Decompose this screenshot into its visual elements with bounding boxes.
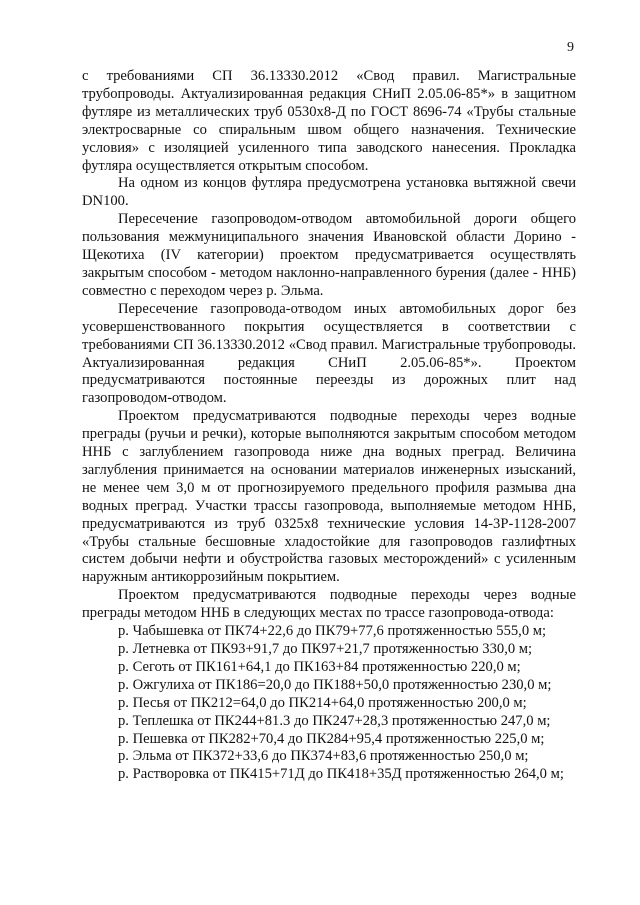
paragraph-4: Пересечение газопровода-отводом иных автомобильных дорог без усовершенствованного покрытия осуществляется в соответствии с требованиями СП 36.13330.2012 «Свод правил. Магистральные трубопроводы. Актуализированная редакция СНиП 2.05.06-85*». Проектом предусматриваются постоянные переезды из дорожных плит над газопроводом-отводом.	[82, 300, 576, 407]
list-item: р. Пешевка от ПК282+70,4 до ПК284+95,4 протяженностью 225,0 м;	[118, 730, 545, 747]
list-item: р. Растворовка от ПК415+71Д до ПК418+35Д протяженностью 264,0 м;	[118, 766, 564, 783]
list-item: р. Сеготь от ПК161+64,1 до ПК163+84 протяженностью 220,0 м;	[118, 658, 521, 675]
page-body	[82, 68, 576, 784]
list-item: р. Песья от ПК212=64,0 до ПК214+64,0 протяженностью 200,0 м;	[118, 694, 527, 711]
paragraph-2: На одном из концов футляра предусмотрена установка вытяжной свечи DN100.	[82, 175, 576, 210]
page-number: 9	[567, 40, 574, 55]
paragraph-3: Пересечение газопроводом-отводом автомобильной дороги общего пользования межмуниципального значения Ивановской области Дорино - Щекотиха (IV категории) проектом предусматривается осуществлять закрытым способом - методом наклонно-направленного бурения (далее - ННБ) совместно с переходом через р. Эльма.	[82, 211, 576, 299]
list-item: р. Летневка от ПК93+91,7 до ПК97+21,7 протяженностью 330,0 м;	[118, 641, 533, 657]
paragraph-6: Проектом предусматриваются подводные переходы через водные преграды методом ННБ в следующих местах по трассе газопровода-отвода:	[82, 587, 576, 622]
paragraph-1: с требованиями СП 36.13330.2012 «Свод правил. Магистральные трубопроводы. Актуализированная редакция СНиП 2.05.06-85*» в защитном футляре из металлических труб 0530х8-Д по ГОСТ 8696-74 «Трубы стальные электросварные со спиральным швом общего назначения. Технические условия» с изоляцией усиленного типа заводского нанесения. Прокладка футляра осуществляется открытым способом.	[82, 68, 576, 174]
list-item: р. Ожгулиха от ПК186=20,0 до ПК188+50,0 протяженностью 230,0 м;	[118, 676, 552, 693]
crossings-list	[82, 623, 576, 784]
list-item: р. Теплешка от ПК244+81.3 до ПК247+28,3 протяженностью 247,0 м;	[118, 712, 551, 729]
list-item: р. Эльма от ПК372+33,6 до ПК374+83,6 протяженностью 250,0 м;	[118, 748, 529, 765]
list-item: р. Чабышевка от ПК74+22,6 до ПК79+77,6 протяженностью 555,0 м;	[118, 623, 547, 640]
paragraph-5: Проектом предусматриваются подводные переходы через водные преграды (ручьи и речки), которые выполняются закрытым способом методом ННБ с заглублением газопровода ниже дна водных преград. Величина заглубления принимается на основании материалов инженерных изысканий, не менее чем 3,0 м от прогнозируемого предельного профиля размыва дна водных преград. Участки трассы газопровода, выполняемые методом ННБ, предусматриваются из труб 0325х8 технические условия 14-3Р-1128-2007 «Трубы стальные бесшовные хладостойкие для газопроводов газлифтных систем добычи нефти и обустройства газовых месторождений» с усиленным наружным антикоррозийным покрытием.	[82, 408, 576, 586]
